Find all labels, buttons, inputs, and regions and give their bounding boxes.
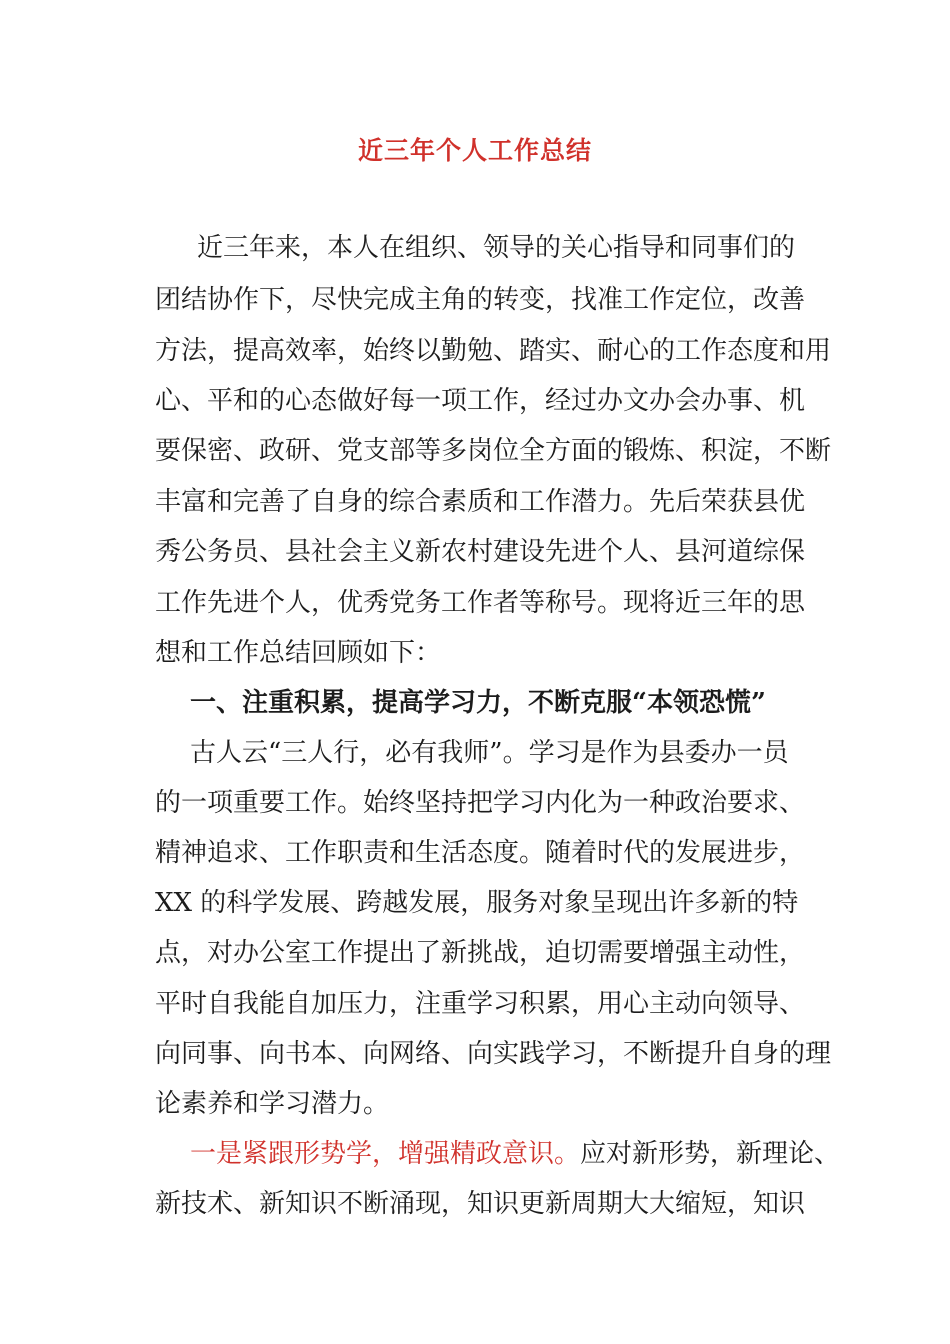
paragraph-line: 团结协作下，尽快完成主角的转变，找准工作定位，改善 <box>155 285 806 315</box>
paragraph-text: 应对新形势，新理论、 <box>580 1139 841 1169</box>
paragraph-line: 丰富和完善了自身的综合素质和工作潜力。先后荣获县优 <box>155 487 806 517</box>
paragraph-line: 点，对办公室工作提出了新挑战，迫切需要增强主动性， <box>155 938 806 968</box>
paragraph-line: 精神追求、工作职责和生活态度。随着时代的发展进步， <box>155 838 806 868</box>
paragraph-line: 平时自我能自加压力，注重学习积累，用心主动向领导、 <box>155 989 806 1019</box>
paragraph-line: 近三年来，本人在组织、领导的关心指导和同事们的 <box>197 233 796 263</box>
paragraph-line: XX 的科学发展、跨越发展，服务对象呈现出许多新的特 <box>155 888 799 918</box>
document-title: 近三年个人工作总结 <box>357 136 592 165</box>
paragraph-line: 的一项重要工作。始终坚持把学习内化为一种政治要求、 <box>155 788 806 818</box>
paragraph-line: 心、平和的心态做好每一项工作，经过办文办会办事、机 <box>155 386 806 416</box>
paragraph-line: 方法，提高效率，始终以勤勉、踏实、耐心的工作态度和用 <box>155 336 832 366</box>
paragraph-line: 论素养和学习潜力。 <box>155 1089 390 1119</box>
paragraph-line: 想和工作总结回顾如下： <box>155 638 442 668</box>
paragraph-line: 向同事、向书本、向网络、向实践学习，不断提升自身的理 <box>155 1039 832 1069</box>
paragraph-line: 工作先进个人，优秀党务工作者等称号。现将近三年的思 <box>155 588 806 618</box>
highlighted-subheading: 一是紧跟形势学，增强精政意识。 <box>190 1139 581 1169</box>
paragraph-line: 秀公务员、县社会主义新农村建设先进个人、县河道综保 <box>155 537 806 567</box>
paragraph-line: 古人云“三人行，必有我师”。学习是作为县委办一员 <box>190 738 789 768</box>
paragraph-line <box>190 1137 840 1171</box>
paragraph-line: 要保密、政研、党支部等多岗位全方面的锻炼、积淀，不断 <box>155 436 832 466</box>
paragraph-line: 新技术、新知识不断涌现，知识更新周期大大缩短，知识 <box>155 1189 806 1219</box>
section-heading: 一、注重积累，提高学习力，不断克服“本领恐慌” <box>190 688 766 718</box>
